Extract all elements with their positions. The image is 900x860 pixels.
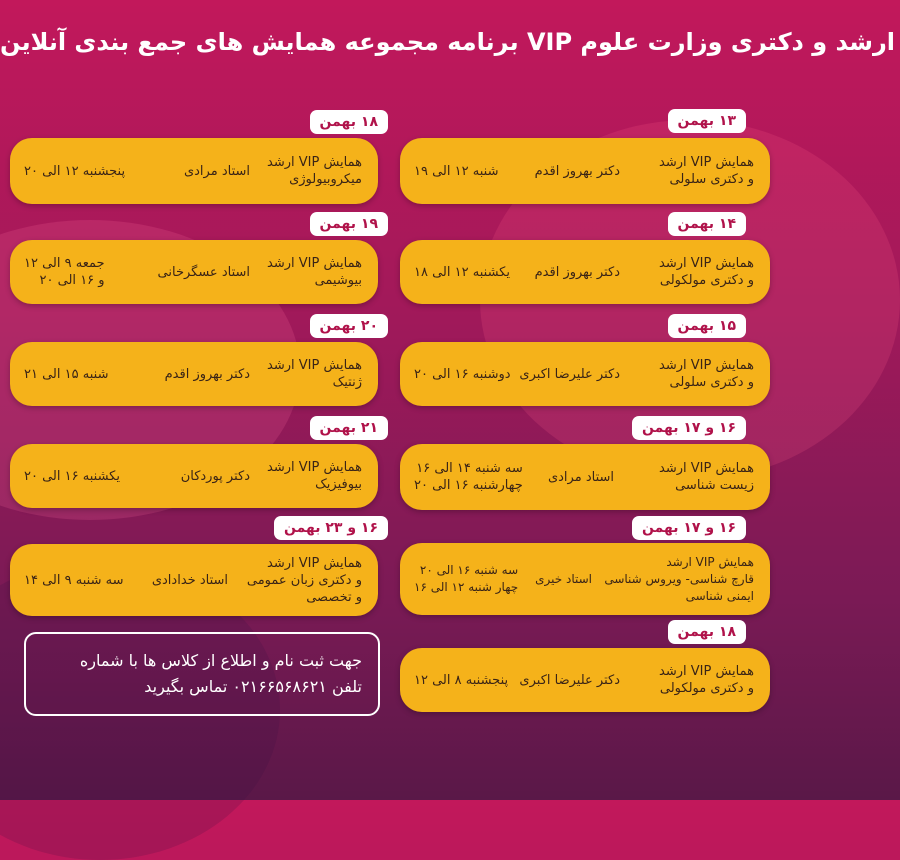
event-subject: و دکتری سلولی xyxy=(669,375,754,390)
event-date: ۱۶ و ۱۷ بهمن xyxy=(632,516,746,540)
event-card xyxy=(400,240,770,304)
event-card xyxy=(10,240,378,304)
event-time: دوشنبه ۱۶ الی ۲۰ xyxy=(414,366,511,382)
event-time: شنبه ۱۲ الی ۱۹ xyxy=(414,163,499,179)
event-date: ۱۵ بهمن xyxy=(668,314,746,338)
page-title: برنامه مجموعه همایش های جمع بندی آنلاین VIP ارشد و دکتری وزارت علوم xyxy=(0,28,895,56)
event-date: ۱۳ بهمن xyxy=(668,109,746,133)
event-subject: و دکتری زبان عمومی xyxy=(246,572,362,588)
event-card xyxy=(10,544,378,616)
event-teacher: دکتر علیرضا اکبری xyxy=(519,672,620,688)
notice-line-1: جهت ثبت نام و اطلاع از کلاس ها با شماره xyxy=(79,651,362,670)
event-time: سه شنبه ۹ الی ۱۴ xyxy=(24,572,124,588)
event-subject: بیوفیزیک xyxy=(315,477,362,492)
registration-notice xyxy=(24,632,380,716)
event-teacher: دکتر بهروز اقدم xyxy=(534,264,620,280)
event-card xyxy=(10,342,378,406)
event-time: سه شنبه ۱۶ الی ۲۰ xyxy=(419,563,519,577)
event-title: همایش VIP ارشد xyxy=(659,358,754,373)
event-time: پنجشنبه ۸ الی ۱۲ xyxy=(414,672,509,688)
event-teacher: استاد خیری xyxy=(535,571,592,586)
event-title: همایش VIP ارشد xyxy=(659,155,754,170)
event-title: همایش VIP ارشد xyxy=(267,460,362,475)
event-title: همایش VIP ارشد xyxy=(659,664,754,679)
event-card xyxy=(400,444,770,510)
event-teacher: دکتر علیرضا اکبری xyxy=(519,366,620,382)
event-date: ۱۴ بهمن xyxy=(668,212,746,236)
event-time: یکشنبه ۱۶ الی ۲۰ xyxy=(24,468,120,484)
event-card xyxy=(400,543,770,615)
event-date: ۲۱ بهمن xyxy=(310,416,388,440)
event-subject: قارچ شناسی- ویروس شناسی xyxy=(604,571,754,586)
event-subject: زیست شناسی xyxy=(675,478,754,493)
event-title: همایش VIP ارشد xyxy=(267,358,362,373)
event-title: همایش VIP ارشد xyxy=(267,256,362,271)
event-title: همایش VIP ارشد xyxy=(267,155,362,170)
event-teacher: استاد عسگرخانی xyxy=(157,264,250,280)
event-time: جمعه ۹ الی ۱۲ xyxy=(24,256,105,271)
notice-line-2: تلفن ۰۲۱۶۶۵۶۸۶۲۱ تماس بگیرید xyxy=(144,677,362,696)
event-date: ۱۶ و ۱۷ بهمن xyxy=(632,416,746,440)
event-card xyxy=(10,444,378,508)
event-date: ۱۸ بهمن xyxy=(310,110,388,134)
event-subject: میکروبیولوژی xyxy=(289,172,362,187)
event-card xyxy=(400,342,770,406)
event-title: همایش VIP ارشد xyxy=(659,256,754,271)
event-teacher: دکتر بهروز اقدم xyxy=(534,163,620,179)
event-teacher: دکتر بهروز اقدم xyxy=(164,366,250,382)
event-time: یکشنبه ۱۲ الی ۱۸ xyxy=(414,264,510,280)
event-time: سه شنبه ۱۴ الی ۱۶ xyxy=(416,461,523,476)
event-time-2: چهار شنبه ۱۲ الی ۱۶ xyxy=(414,580,519,594)
event-title: همایش VIP ارشد xyxy=(267,555,362,571)
event-teacher: استاد مرادی xyxy=(183,163,250,179)
event-date: ۱۸ بهمن xyxy=(668,620,746,644)
event-date: ۱۹ بهمن xyxy=(310,212,388,236)
event-subject: و دکتری سلولی xyxy=(669,172,754,187)
event-time: شنبه ۱۵ الی ۲۱ xyxy=(24,366,109,382)
event-subject-2: و تخصصی xyxy=(306,589,362,605)
event-card xyxy=(400,648,770,712)
event-date: ۲۰ بهمن xyxy=(310,314,388,338)
event-title: همایش VIP ارشد xyxy=(666,554,754,569)
event-card xyxy=(10,138,378,204)
event-title: همایش VIP ارشد xyxy=(659,461,754,476)
event-subject: ژنتیک xyxy=(332,375,362,390)
event-teacher: استاد خدادادی xyxy=(151,572,228,588)
event-subject: و دکتری مولکولی xyxy=(659,273,754,288)
event-subject: بیوشیمی xyxy=(314,273,362,288)
event-time-2: چهارشنبه ۱۶ الی ۲۰ xyxy=(414,478,523,493)
event-time-2: و ۱۶ الی ۲۰ xyxy=(39,273,105,288)
event-date: ۱۶ و ۲۳ بهمن xyxy=(274,516,388,540)
event-subject-2: ایمنی شناسی xyxy=(685,588,754,603)
event-teacher: استاد مرادی xyxy=(547,469,614,485)
event-time: پنجشنبه ۱۲ الی ۲۰ xyxy=(24,163,126,179)
event-teacher: دکتر پوردکان xyxy=(180,468,250,484)
event-subject: و دکتری مولکولی xyxy=(659,681,754,696)
event-card xyxy=(400,138,770,204)
